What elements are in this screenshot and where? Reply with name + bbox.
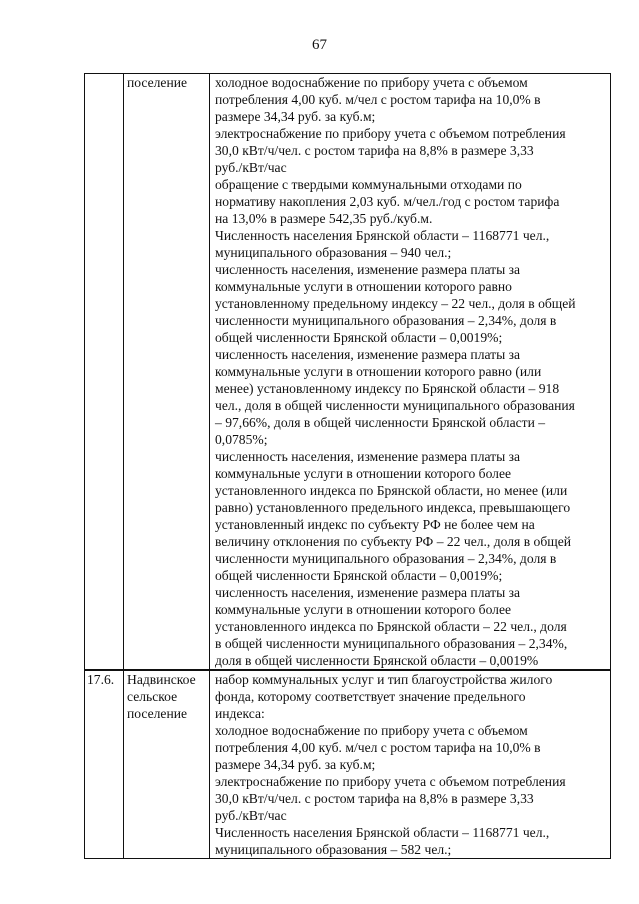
description-line: общей численности Брянской области – 0,0019%; [215, 568, 503, 583]
description-line: холодное водоснабжение по прибору учета с объемом [215, 75, 528, 90]
description-line: численности муниципального образования – 2,34%, доля в [215, 551, 557, 566]
description-line: набор коммунальных услуг и тип благоустройства жилого [215, 672, 553, 687]
description-line: численность населения, изменение размера платы за [215, 449, 521, 464]
tariff-table [84, 73, 611, 859]
description-line: муниципального образования – 582 чел.; [215, 842, 452, 857]
description-line: 30,0 кВт/ч/чел. с ростом тарифа на 8,8% в размере 3,33 [215, 791, 534, 806]
description-line: – 97,66%, доля в общей численности Брянской области – [215, 415, 546, 430]
description-line: 0,0785%; [215, 432, 268, 447]
description-line: руб./кВт/час [215, 808, 287, 823]
description-line: нормативу накопления 2,03 куб. м/чел./год с ростом тарифа [215, 194, 560, 209]
description-line: холодное водоснабжение по прибору учета с объемом [215, 723, 528, 738]
description-line: размере 34,34 руб. за куб.м; [215, 757, 376, 772]
description-line: доля в общей численности Брянской области – 0,0019% [215, 653, 539, 668]
description-line: потребления 4,00 куб. м/чел с ростом тарифа на 10,0% в [215, 92, 541, 107]
description-line: равно) установленного предельного индекса, превышающего [215, 500, 571, 515]
municipality-name-line: сельское [127, 689, 178, 704]
description-line: установленный индекс по субъекту РФ не более чем на [215, 517, 535, 532]
description-line: Численность населения Брянской области – 1168771 чел., [215, 228, 550, 243]
description-line: потребления 4,00 куб. м/чел с ростом тарифа на 10,0% в [215, 740, 541, 755]
description-line: Численность населения Брянской области – 1168771 чел., [215, 825, 550, 840]
municipality-name-line: Надвинское [127, 672, 196, 687]
description-line: коммунальные услуги в отношении которого более [215, 466, 512, 481]
municipality-name-line: поселение [127, 706, 188, 721]
description-line: муниципального образования – 940 чел.; [215, 245, 452, 260]
row-number: 17.6. [85, 670, 124, 859]
municipality-name-line: поселение [127, 75, 188, 90]
description-line: индекса: [215, 706, 265, 721]
description-line: 30,0 кВт/ч/чел. с ростом тарифа на 8,8% в размере 3,33 [215, 143, 534, 158]
tariff-description [210, 670, 611, 859]
description-line: установленного индекса по Брянской области – 22 чел., доля [215, 619, 567, 634]
description-line: коммунальные услуги в отношении которого равно (или [215, 364, 542, 379]
description-line: фонда, которому соответствует значение предельного [215, 689, 526, 704]
description-line: общей численности Брянской области – 0,0019%; [215, 330, 503, 345]
tariff-description [210, 74, 611, 671]
description-line: в общей численности муниципального образования – 2,34%, [215, 636, 568, 651]
description-line: численность населения, изменение размера платы за [215, 585, 521, 600]
municipality-name [124, 670, 210, 859]
description-line: на 13,0% в размере 542,35 руб./куб.м. [215, 211, 433, 226]
description-line: обращение с твердыми коммунальными отходами по [215, 177, 522, 192]
description-line: величину отклонения по субъекту РФ – 22 чел., доля в общей [215, 534, 572, 549]
description-line: численность населения, изменение размера платы за [215, 262, 521, 277]
description-line: установленному предельному индексу – 22 чел., доля в общей [215, 296, 576, 311]
table-row [85, 74, 611, 671]
description-line: размере 34,34 руб. за куб.м; [215, 109, 376, 124]
description-line: чел., доля в общей численности муниципального образования [215, 398, 575, 413]
description-line: руб./кВт/час [215, 160, 287, 175]
description-line: установленного индекса по Брянской области, но менее (или [215, 483, 568, 498]
description-line: менее) установленному индексу по Брянской области – 918 [215, 381, 560, 396]
municipality-name [124, 74, 210, 671]
description-line: электроснабжение по прибору учета с объемом потребления [215, 126, 566, 141]
description-line: численность населения, изменение размера платы за [215, 347, 521, 362]
page-number: 67 [312, 37, 327, 53]
description-line: коммунальные услуги в отношении которого более [215, 602, 512, 617]
description-line: электроснабжение по прибору учета с объемом потребления [215, 774, 566, 789]
description-line: коммунальные услуги в отношении которого равно [215, 279, 512, 294]
description-line: численности муниципального образования – 2,34%, доля в [215, 313, 557, 328]
row-number [85, 74, 124, 671]
table-row [85, 670, 611, 859]
